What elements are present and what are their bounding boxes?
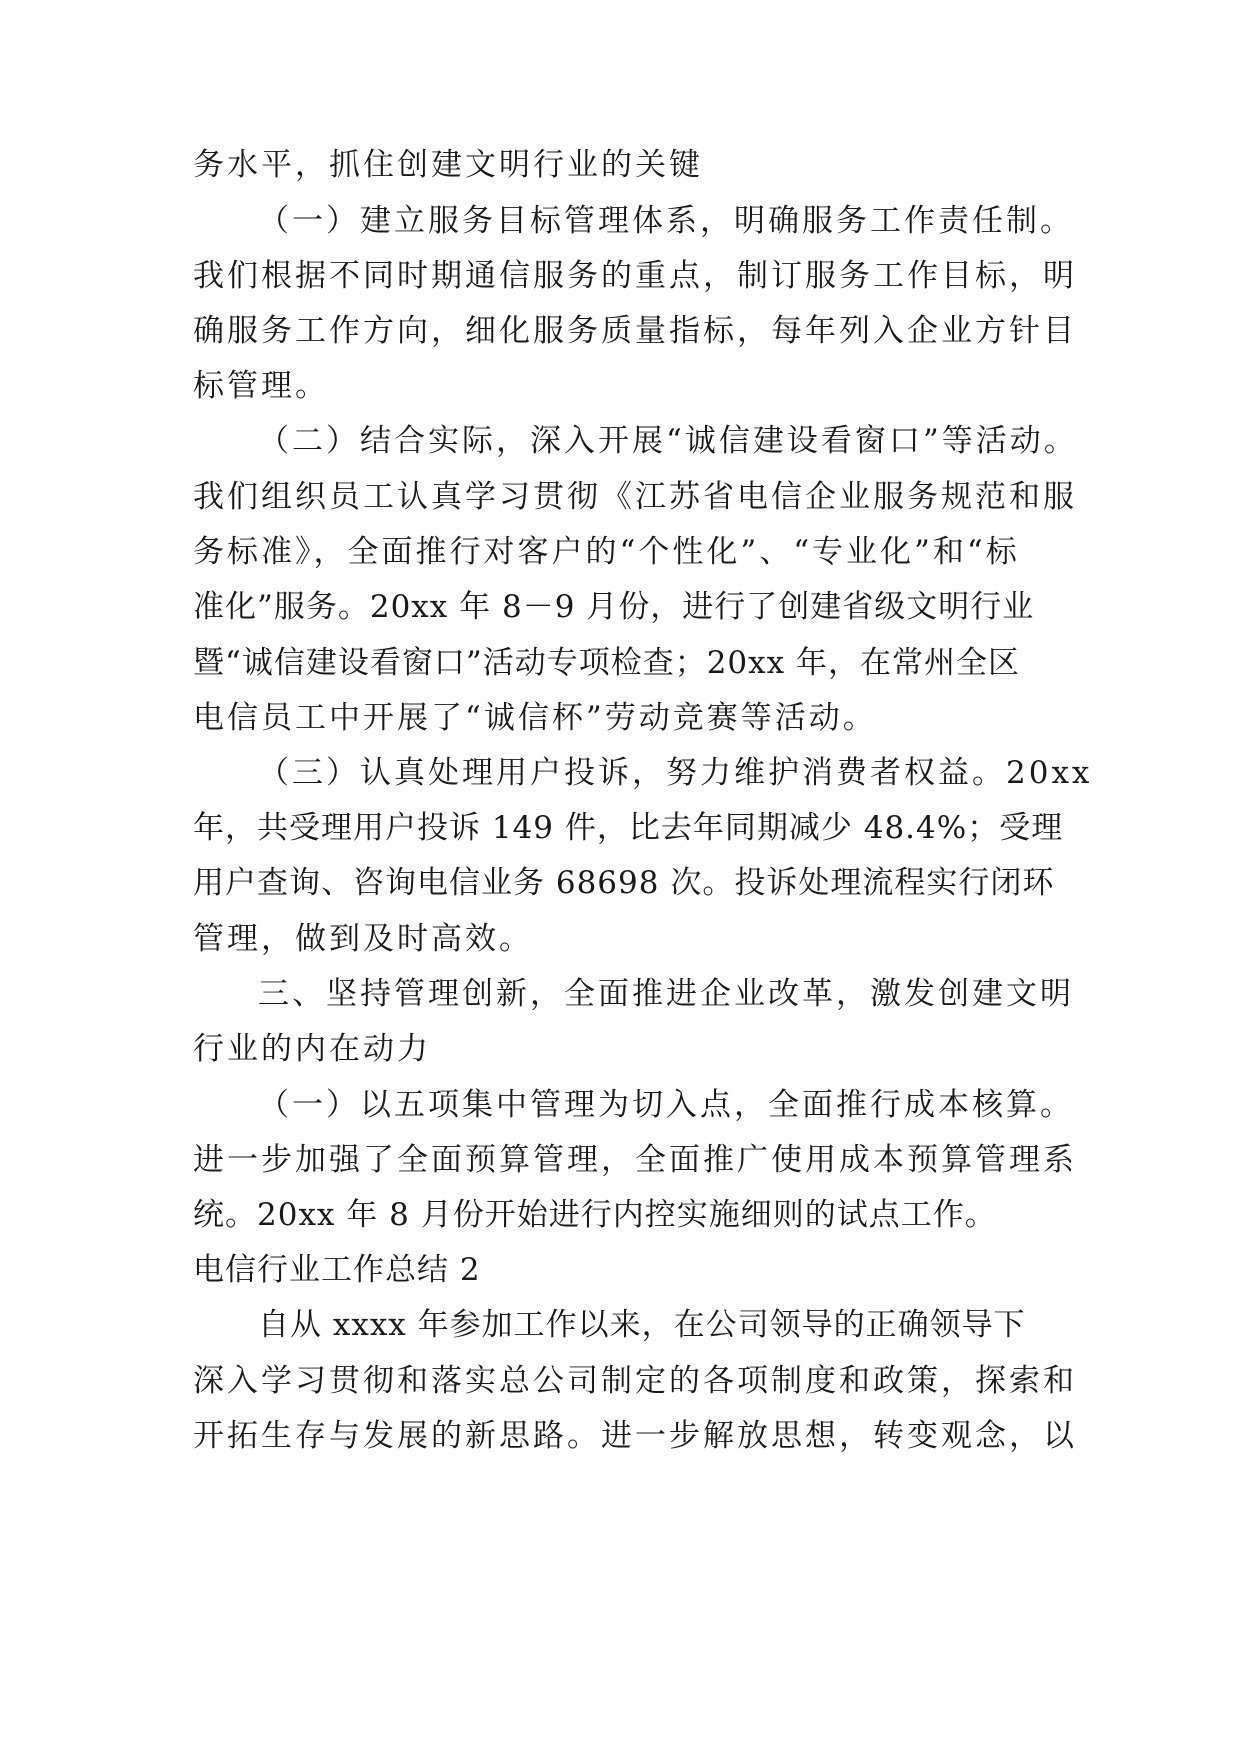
text-line: 开拓生存与发展的新思路。进一步解放思想，转变观念，以 bbox=[193, 1418, 1077, 1454]
text-line: 标管理。 bbox=[193, 368, 329, 404]
text-line: 我们组织员工认真学习贯彻《江苏省电信企业服务规范和服 bbox=[193, 479, 1077, 515]
section-heading: 行业的内在动力 bbox=[193, 1031, 431, 1067]
text-line: （二）结合实际，深入开展“诚信建设看窗口”等活动。 bbox=[258, 423, 1078, 459]
text-line: 我们根据不同时期通信服务的重点，制订服务工作目标，明 bbox=[193, 258, 1077, 294]
text-line: 暨“诚信建设看窗口”活动专项检查；20xx 年，在常州全区 bbox=[193, 645, 1020, 681]
text-line: 年，共受理用户投诉 149 件，比去年同期减少 48.4%；受理 bbox=[193, 810, 1064, 846]
text-line: 管理，做到及时高效。 bbox=[193, 921, 533, 957]
text-line: 自从 xxxx 年参加工作以来，在公司领导的正确领导下 bbox=[258, 1307, 1026, 1343]
section-heading: 三、坚持管理创新，全面推进企业改革，激发创建文明 bbox=[258, 976, 1074, 1012]
document-title: 电信行业工作总结 2 bbox=[193, 1252, 481, 1288]
text-line: 务标准》，全面推行对客户的“个性化”、“专业化”和“标 bbox=[193, 534, 1020, 570]
text-line: 用户查询、咨询电信业务 68698 次。投诉处理流程实行闭环 bbox=[193, 865, 1055, 901]
text-line: 确服务工作方向，细化服务质量指标，每年列入企业方针目 bbox=[193, 313, 1077, 349]
text-line: （三）认真处理用户投诉，努力维护消费者权益。20xx bbox=[258, 755, 1093, 791]
text-line: 电信员工中开展了“诚信杯”劳动竞赛等活动。 bbox=[193, 700, 877, 736]
text-line: 深入学习贯彻和落实总公司制定的各项制度和政策，探索和 bbox=[193, 1363, 1077, 1399]
text-line: 统。20xx 年 8 月份开始进行内控实施细则的试点工作。 bbox=[193, 1197, 997, 1233]
text-line: 进一步加强了全面预算管理，全面推广使用成本预算管理系 bbox=[193, 1142, 1077, 1178]
text-line: 准化”服务。20xx 年 8－9 月份，进行了创建省级文明行业 bbox=[193, 589, 1035, 625]
text-line: （一）建立服务目标管理体系，明确服务工作责任制。 bbox=[258, 203, 1074, 239]
text-line: 务水平，抓住创建文明行业的关键 bbox=[193, 147, 703, 183]
text-line: （一）以五项集中管理为切入点，全面推行成本核算。 bbox=[258, 1087, 1074, 1123]
